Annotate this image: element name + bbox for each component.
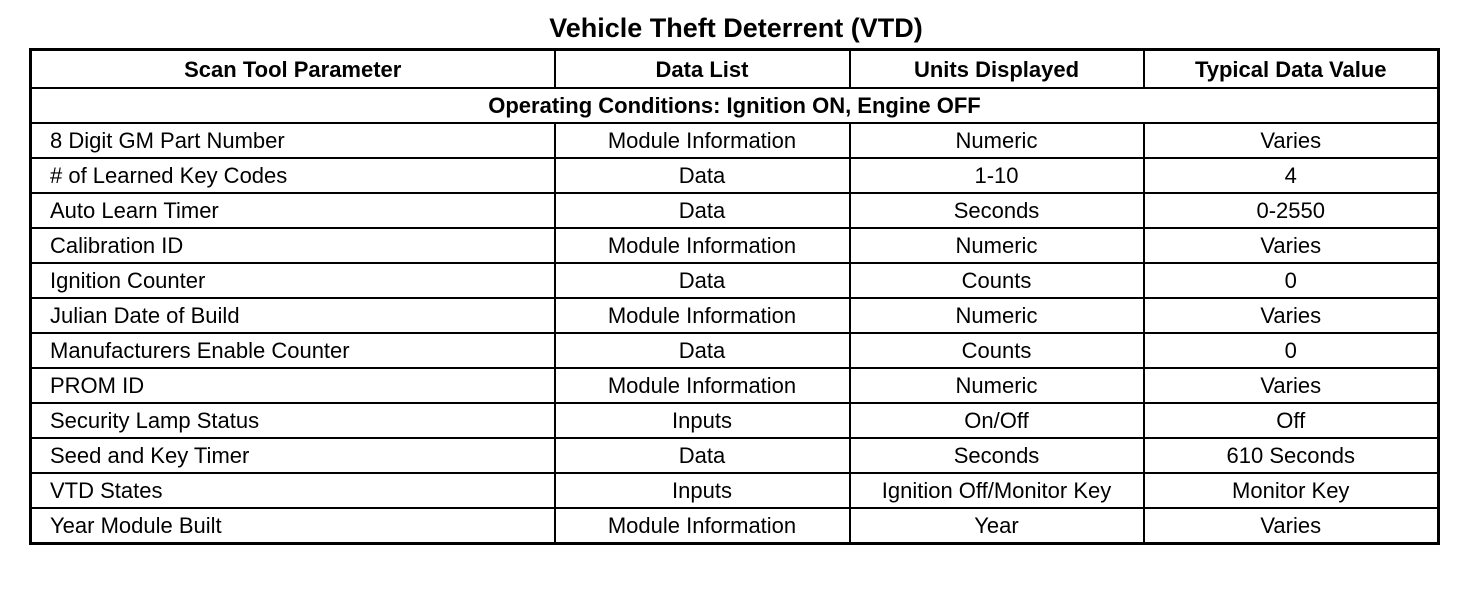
table-row	[31, 368, 1439, 403]
cell-typical-value: Varies	[1144, 298, 1439, 333]
cell-data-list: Inputs	[555, 473, 850, 508]
cell-parameter: PROM ID	[31, 368, 555, 403]
cell-units: Year	[850, 508, 1144, 544]
cell-data-list: Module Information	[555, 123, 850, 158]
operating-conditions: Operating Conditions: Ignition ON, Engine OFF	[31, 88, 1439, 123]
cell-data-list: Data	[555, 158, 850, 193]
table-row	[31, 508, 1439, 544]
table-row	[31, 333, 1439, 368]
cell-data-list: Module Information	[555, 298, 850, 333]
cell-data-list: Data	[555, 263, 850, 298]
cell-typical-value: Off	[1144, 403, 1439, 438]
table-title: Vehicle Theft Deterrent (VTD)	[549, 13, 923, 43]
vtd-data-table	[29, 48, 1440, 545]
table-row	[31, 228, 1439, 263]
cell-units: Seconds	[850, 438, 1144, 473]
cell-units: Seconds	[850, 193, 1144, 228]
cell-parameter: Ignition Counter	[31, 263, 555, 298]
cell-typical-value: Varies	[1144, 368, 1439, 403]
cell-typical-value: 610 Seconds	[1144, 438, 1439, 473]
cell-units: Counts	[850, 263, 1144, 298]
table-row	[31, 298, 1439, 333]
table-row	[31, 473, 1439, 508]
cell-typical-value: Varies	[1144, 228, 1439, 263]
cell-typical-value: Varies	[1144, 123, 1439, 158]
table-row	[31, 158, 1439, 193]
cell-units: Ignition Off/Monitor Key	[850, 473, 1144, 508]
cell-typical-value: 0	[1144, 263, 1439, 298]
cell-parameter: Seed and Key Timer	[31, 438, 555, 473]
table-row	[31, 193, 1439, 228]
cell-parameter: Manufacturers Enable Counter	[31, 333, 555, 368]
table-row	[31, 403, 1439, 438]
condition-row	[31, 88, 1439, 123]
cell-typical-value: 0	[1144, 333, 1439, 368]
cell-data-list: Inputs	[555, 403, 850, 438]
cell-data-list: Module Information	[555, 508, 850, 544]
cell-parameter: Year Module Built	[31, 508, 555, 544]
cell-parameter: Auto Learn Timer	[31, 193, 555, 228]
cell-units: Counts	[850, 333, 1144, 368]
cell-units: Numeric	[850, 228, 1144, 263]
header-row	[31, 50, 1439, 89]
cell-units: On/Off	[850, 403, 1144, 438]
cell-data-list: Module Information	[555, 228, 850, 263]
cell-data-list: Data	[555, 438, 850, 473]
cell-units: Numeric	[850, 298, 1144, 333]
column-header-typical-value: Typical Data Value	[1144, 50, 1439, 89]
table-row	[31, 123, 1439, 158]
cell-parameter: 8 Digit GM Part Number	[31, 123, 555, 158]
cell-data-list: Module Information	[555, 368, 850, 403]
cell-units: Numeric	[850, 368, 1144, 403]
column-header-data-list: Data List	[555, 50, 850, 89]
table-row	[31, 438, 1439, 473]
column-header-parameter: Scan Tool Parameter	[31, 50, 555, 89]
cell-parameter: Security Lamp Status	[31, 403, 555, 438]
cell-units: Numeric	[850, 123, 1144, 158]
cell-typical-value: Monitor Key	[1144, 473, 1439, 508]
column-header-units: Units Displayed	[850, 50, 1144, 89]
cell-parameter: VTD States	[31, 473, 555, 508]
cell-typical-value: 4	[1144, 158, 1439, 193]
cell-parameter: Julian Date of Build	[31, 298, 555, 333]
table-row	[31, 263, 1439, 298]
cell-typical-value: 0-2550	[1144, 193, 1439, 228]
cell-parameter: # of Learned Key Codes	[31, 158, 555, 193]
cell-units: 1-10	[850, 158, 1144, 193]
cell-data-list: Data	[555, 193, 850, 228]
cell-typical-value: Varies	[1144, 508, 1439, 544]
cell-parameter: Calibration ID	[31, 228, 555, 263]
cell-data-list: Data	[555, 333, 850, 368]
